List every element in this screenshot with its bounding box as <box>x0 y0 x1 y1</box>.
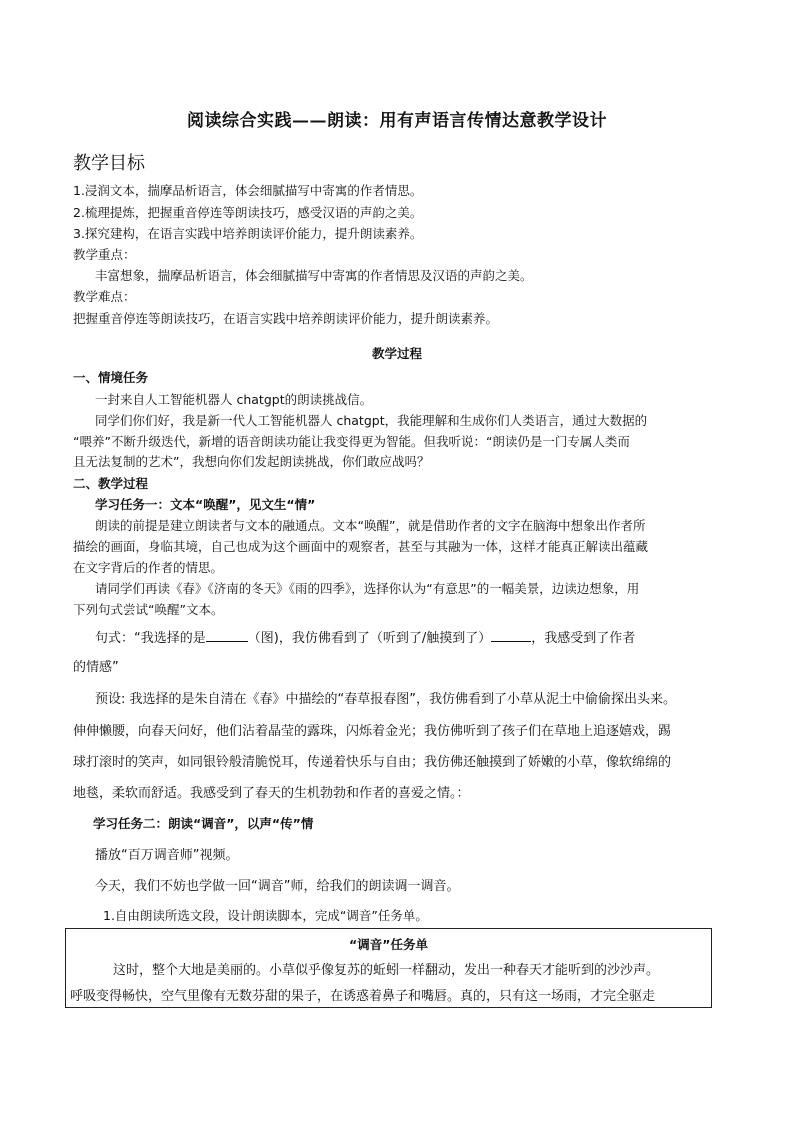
task-title: 学习任务二：朗读“调音”，以声“传”情 <box>93 816 314 831</box>
paragraph-line: 同学们你们好，我是新一代人工智能机器人 chatgpt，我能理解和生成你们人类语言，通过大数据的 <box>95 413 648 428</box>
paragraph-line: 下列句式尝试“唤醒”文本。 <box>73 602 224 617</box>
objective-item: 1.浸润文本，揣摩品析语言，体会细腻描写中寄寓的作者情思。 <box>73 183 423 198</box>
paragraph: 1.自由朗读所选文段，设计朗读脚本，完成“调音”任务单。 <box>103 908 428 923</box>
blank-underline <box>206 629 248 642</box>
task-sheet-line: 呼吸变得畅快，空气里像有无数芬甜的果子，在诱惑着鼻子和嘴唇。真的，只有这一场雨，才完全驱走 <box>70 989 656 1004</box>
preset-line: 地毯，柔软而舒适。我感受到了春天的生机勃勃和作者的喜爱之情。： <box>73 786 470 801</box>
preset-line: 伸伸懒腰，向春天问好，他们沾着晶莹的露珠，闪烁着金光；我仿佛听到了孩子们在草地上追逐嬉戏，踢 <box>73 724 672 739</box>
paragraph: 播放“百万调音师”视频。 <box>95 848 239 863</box>
key-points-text: 丰富想象，揣摩品析语言，体会细腻描写中寄寓的作者情思及汉语的声韵之美。 <box>95 268 533 283</box>
difficulty-label: 教学难点： <box>73 289 136 304</box>
section-title: 一、情境任务 <box>73 370 149 385</box>
objective-item: 3.探究建构，在语言实践中培养朗读评价能力，提升朗读素养。 <box>73 226 423 241</box>
paragraph-line: 请同学们再读《春》《济南的冬天》《雨的四季》，选择你认为“有意思”的一幅美景，边读边想象，用 <box>95 581 640 596</box>
paragraph: 一封来自人工智能机器人 chatgpt的朗读挑战信。 <box>95 392 373 407</box>
preset-line: 预设: 我选择的是朱自清在《春》中描绘的“春草报春图”，我仿佛看到了小草从泥土中偷偷探出头来。 <box>95 692 676 707</box>
paragraph-line: “喂养”不断升级迭代，新增的语音朗读功能让我变得更为智能。但我听说：“朗读仍是一门专属人类而 <box>73 434 630 449</box>
task-title: 学习任务一：文本“唤醒”，见文生“情” <box>95 497 316 512</box>
paragraph-line: 朗读的前提是建立朗读者与文本的融通点。文本“唤醒”，就是借助作者的文字在脑海中想象出作者所 <box>95 518 646 533</box>
objective-item: 2.梳理提炼，把握重音停连等朗读技巧，感受汉语的声韵之美。 <box>73 205 423 220</box>
document-title: 阅读综合实践——朗读：用有声语言传情达意教学设计 <box>187 111 607 131</box>
task-sheet-box <box>65 928 712 1008</box>
preset-line: 球打滚时的笑声，如同银铃般清脆悦耳，传递着快乐与自由；我仿佛还触摸到了娇嫩的小草，像软绵绵的 <box>73 755 672 770</box>
sentence-part: ，我感受到了作者 <box>531 631 636 646</box>
sentence-part: 句式：“我选择的是 <box>95 631 206 646</box>
task-sheet-title: “调音”任务单 <box>349 937 428 952</box>
blank-underline <box>491 629 531 642</box>
section-title: 二、教学过程 <box>73 476 149 491</box>
task-sheet-line: 这时，整个大地是美丽的。小草似乎像复苏的蚯蚓一样翻动，发出一种春天才能听到的沙沙声。 <box>113 963 660 978</box>
objectives-heading: 教学目标 <box>73 153 145 174</box>
difficulty-text: 把握重音停连等朗读技巧，在语言实践中培养朗读评价能力，提升朗读素养。 <box>73 311 499 326</box>
key-points-label: 教学重点： <box>73 247 136 262</box>
paragraph-line: 在文字背后的作者的情思。 <box>73 560 224 575</box>
sentence-part: （图)，我仿佛看到了（听到了/触摸到了） <box>247 631 492 646</box>
paragraph-line: 且无法复制的艺术”，我想向你们发起朗读挑战，你们敢应战吗？ <box>73 454 430 469</box>
sentence-pattern-end: 的情感” <box>73 660 119 675</box>
paragraph: 今天，我们不妨也学做一回“调音”师，给我们的朗读调一调音。 <box>95 879 460 894</box>
process-heading: 教学过程 <box>371 346 422 361</box>
paragraph-line: 描绘的画面，身临其境，自己也成为这个画面中的观察者，甚至与其融为一体，这样才能真正解读出蕴藏 <box>73 539 649 554</box>
sentence-pattern <box>95 627 635 646</box>
